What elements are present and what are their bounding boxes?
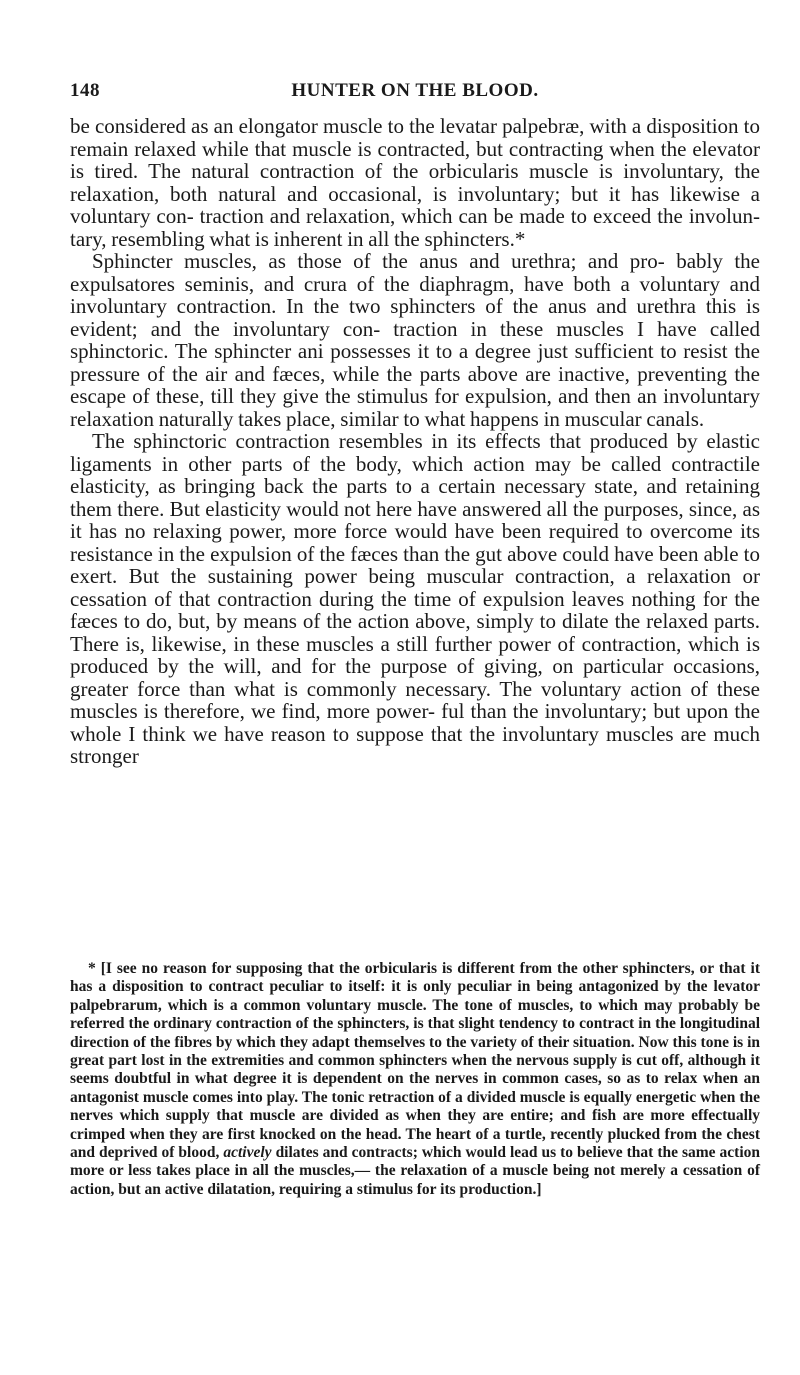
footnote-text xyxy=(70,960,760,1199)
page-number: 148 xyxy=(70,80,100,101)
running-title: HUNTER ON THE BLOOD. xyxy=(291,80,539,101)
footnote-italic-word: actively xyxy=(223,1144,272,1162)
footnote-text-part-1: * [I see no reason for supposing that the orbicularis is different from the other sphincters, or that it has a disposition to contract peculiar to itself: it is only peculiar in being antagonized by the levator palpebrarum, which is a common voluntary muscle. The tone of muscles, to which may probably be referred the ordinary contraction of the sphincters, is that slight tendency to contract in the longitudinal direction of the fibres by which they adapt themselves to the variety of their situation. Now this tone is in great part lost in the extremities and common sphincters when the nervous supply is cut off, although it seems doubtful in what degree it is dependent on the nerves in common cases, so as to relax when an antagonist muscle comes into play. The tonic retraction of a divided muscle is equally energetic when the nerves which supply that muscle are divided as when they are entire; and fish are more effectually crimped when they are first knocked on the head. The heart of a turtle, recently plucked from the chest and deprived of blood, xyxy=(70,960,760,1162)
running-head xyxy=(70,80,760,108)
body-text xyxy=(70,115,760,768)
paragraph-continued: be considered as an elongator muscle to the levatar palpebræ, with a disposition to remain relaxed while that muscle is contracted, but contracting when the elevator is tired. The natural contraction of the orbicularis muscle is involuntary, the relaxation, both natural and occasional, is involuntary; but it has likewise a voluntary con- traction and relaxation, which can be made to exceed the involun- tary, resembling what is inherent in all the sphincters.* xyxy=(70,114,760,251)
footnote-text-part-2: dilates and contracts; which would lead us to believe that the same action more or less takes place in all the muscles,— the relaxation of a muscle being not merely a cessation of action, but an active dilatation, requiring a stimulus for its production.] xyxy=(70,1144,761,1198)
paragraph-sphincter-muscles: Sphincter muscles, as those of the anus and urethra; and pro- bably the expulsatores seminis, and crura of the diaphragm, have both a voluntary and involuntary contraction. In the two sphincters of the anus and urethra this is evident; and the involuntary con- traction in these muscles I have called sphinctoric. The sphincter ani possesses it to a degree just sufficient to resist the pressure of the air and fæces, while the parts above are inactive, preventing the escape of these, till they give the stimulus for expulsion, and then an involuntary relaxation naturally takes place, similar to what happens in muscular canals. xyxy=(70,249,760,431)
paragraph-sphinctoric-contraction: The sphinctoric contraction resembles in its effects that produced by elastic ligaments in other parts of the body, which action may be called contractile elasticity, as bringing back the parts to a certain necessary state, and retaining them there. But elasticity would not here have answered all the purposes, since, as it has no relaxing power, more force would have been required to overcome its resistance in the expulsion of the fæces than the gut above could have been able to exert. But the sustaining power being muscular contraction, a relaxation or cessation of that contraction during the time of expulsion leaves nothing for the fæces to do, but, by means of the action above, simply to dilate the relaxed parts. There is, likewise, in these muscles a still further power of contraction, which is produced by the will, and for the purpose of giving, on particular occasions, greater force than what is commonly necessary. The voluntary action of these muscles is therefore, we find, more power- ful than the involuntary; but upon the whole I think we have reason to suppose that the involuntary muscles are much stronger xyxy=(70,429,760,768)
footnote xyxy=(70,960,760,1199)
